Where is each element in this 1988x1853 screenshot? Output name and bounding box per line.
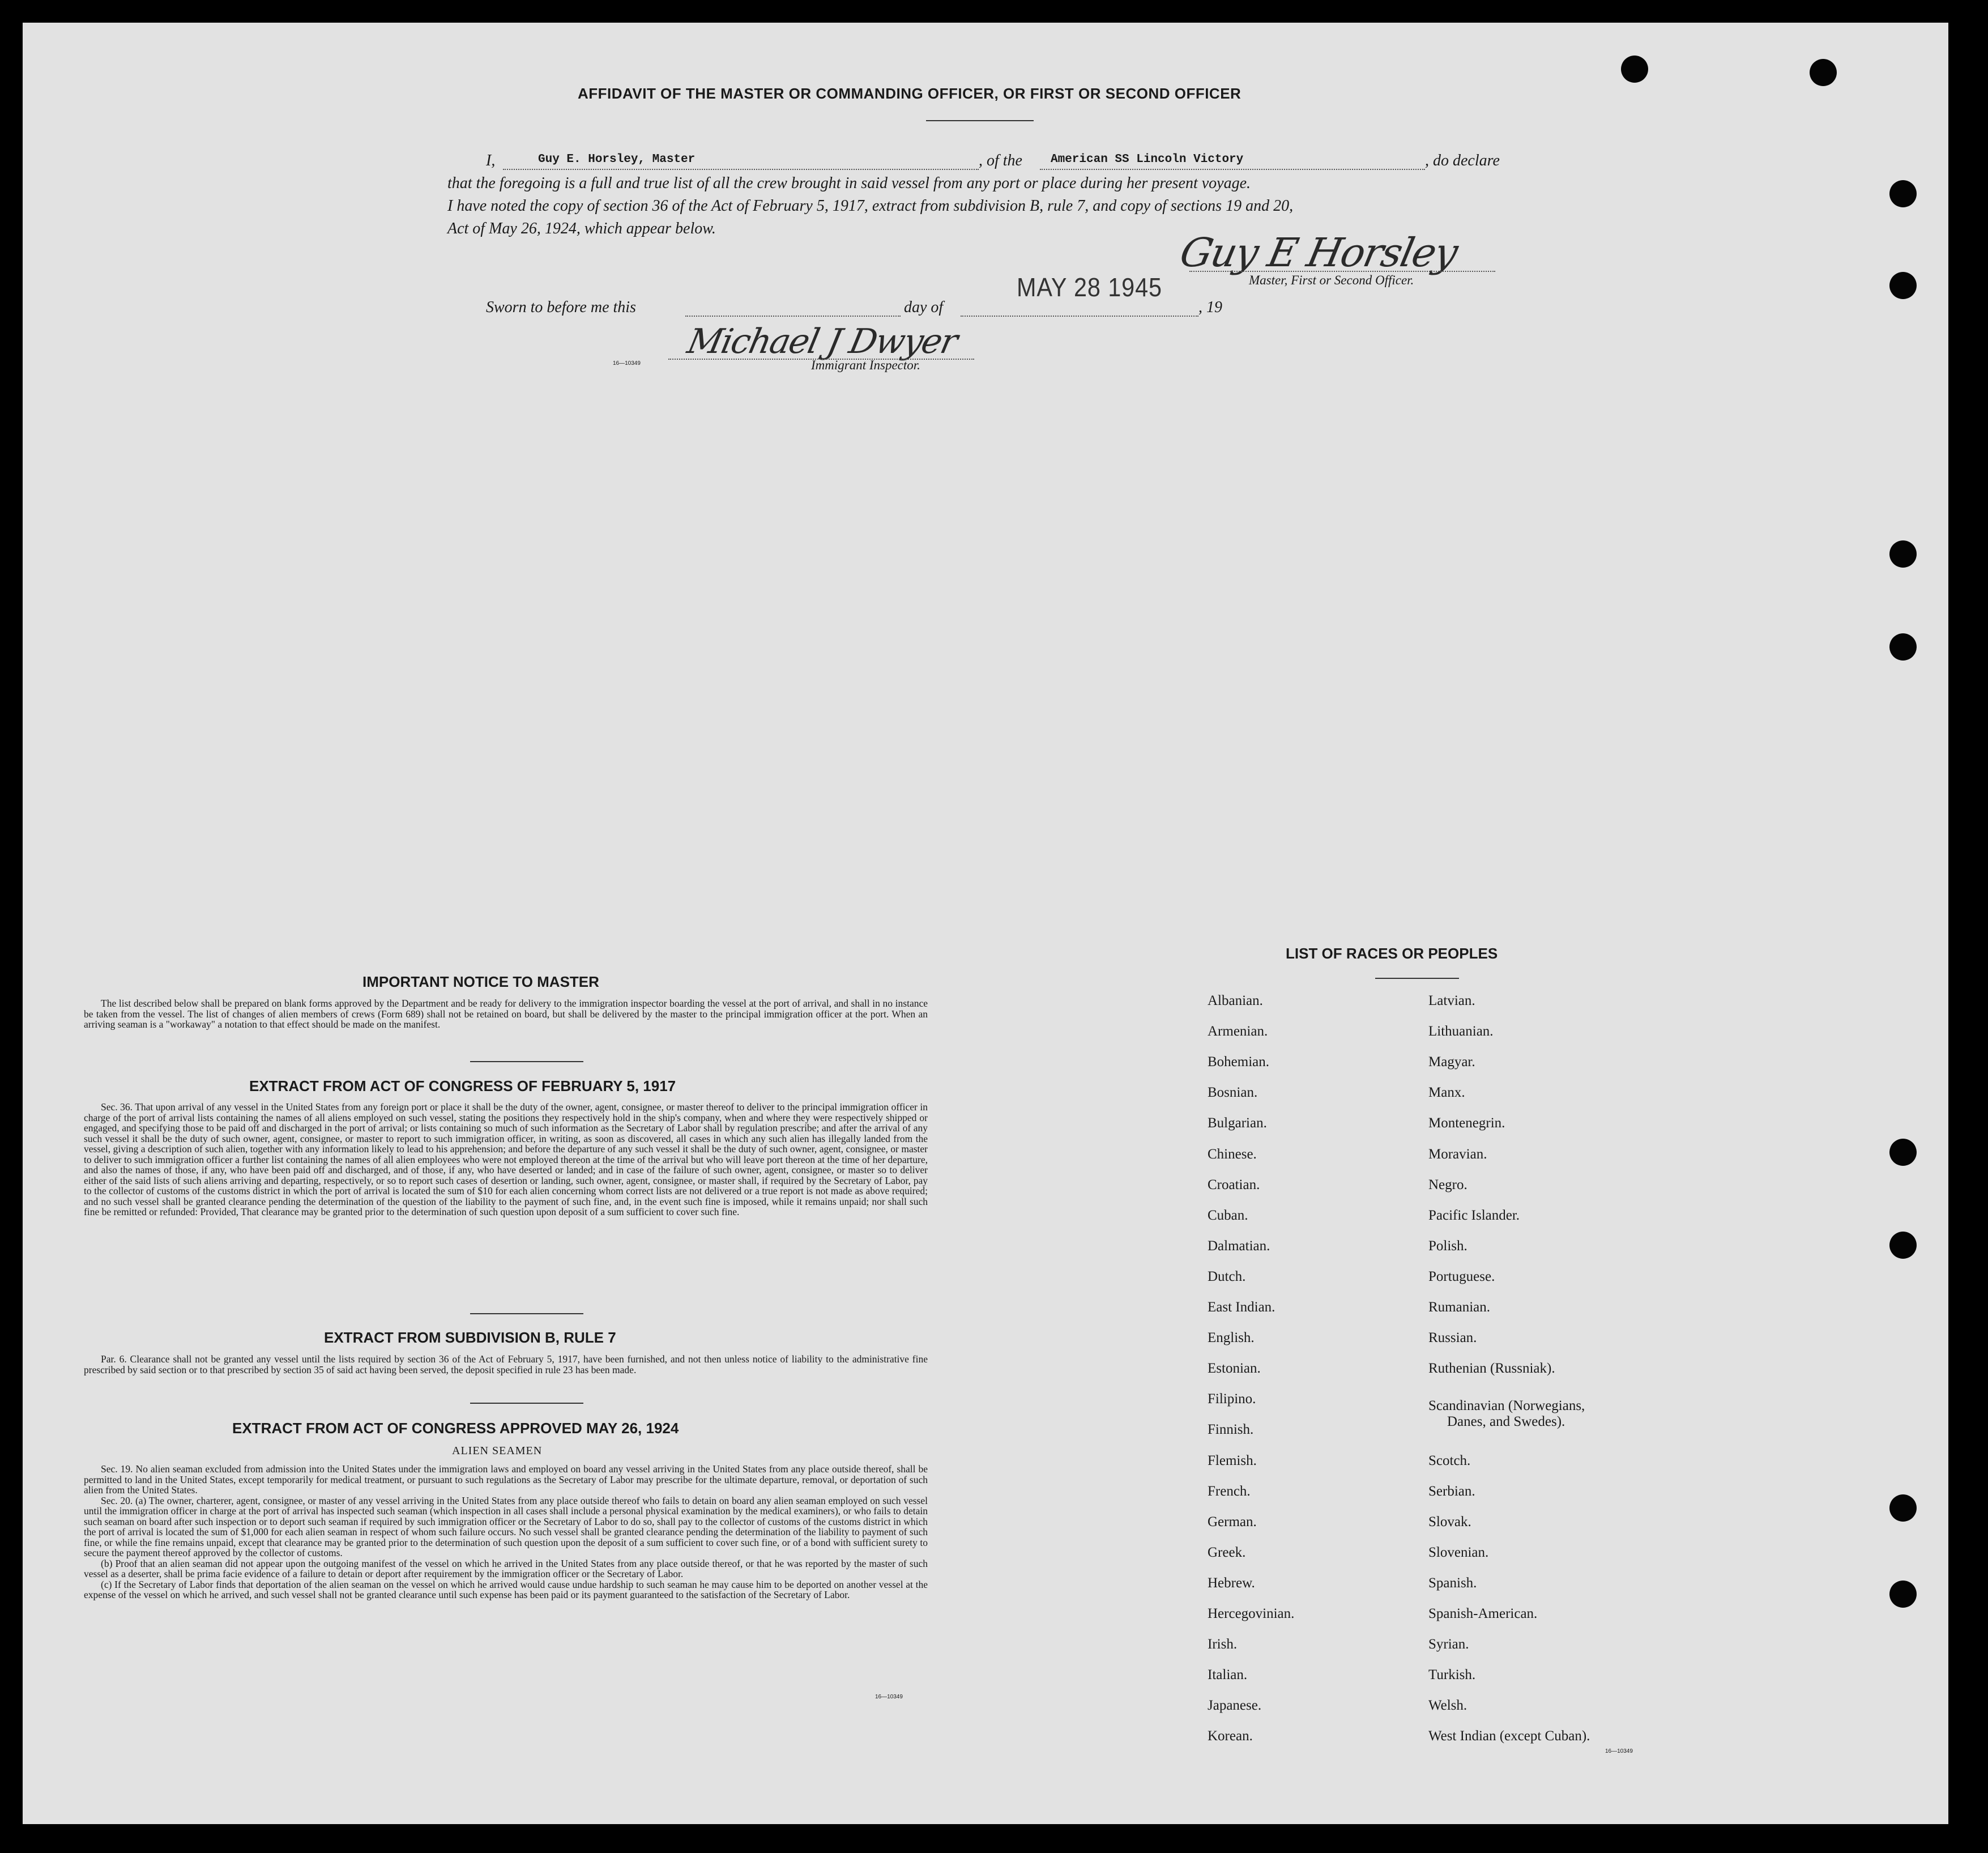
form-number: 16—10349 bbox=[875, 1694, 903, 1700]
race-item: Albanian. bbox=[1208, 993, 1263, 1008]
punch-hole bbox=[1810, 59, 1837, 86]
race-item: Turkish. bbox=[1428, 1667, 1476, 1683]
race-item: Flemish. bbox=[1208, 1452, 1257, 1468]
notice-title: IMPORTANT NOTICE TO MASTER bbox=[362, 973, 599, 990]
inspector-caption: Immigrant Inspector. bbox=[811, 358, 920, 372]
extract-1924-title: EXTRACT FROM ACT OF CONGRESS APPROVED MAY 26, 1924 bbox=[232, 1420, 679, 1437]
race-item: Hebrew. bbox=[1208, 1575, 1255, 1591]
race-item: Slovenian. bbox=[1428, 1544, 1489, 1560]
punch-hole bbox=[1889, 1581, 1917, 1608]
affidavit-title: AFFIDAVIT OF THE MASTER OR COMMANDING OFFICER, OR FIRST OR SECOND OFFICER bbox=[578, 85, 1242, 102]
race-item: Bulgarian. bbox=[1208, 1115, 1267, 1131]
race-item: Polish. bbox=[1428, 1238, 1467, 1254]
punch-hole bbox=[1889, 180, 1917, 207]
alien-seamen-subtitle: ALIEN SEAMEN bbox=[452, 1445, 543, 1457]
sec-20b-paragraph: (b) Proof that an alien seaman did not appear upon the outgoing manifest of the vessel on which he arrived in the United States from any place outside thereof, or that he was reported by the master of such vessel as a deserter, shall be prima facie evidence of a failure to detain or deport after requirement by the immigration officer or the Secretary of Labor. bbox=[84, 1557, 928, 1579]
race-item: Rumanian. bbox=[1428, 1300, 1491, 1315]
title-rule bbox=[926, 120, 1034, 121]
par-6-paragraph: Par. 6. Clearance shall not be granted any vessel until the lists required by section 36 of the Act of February 5, 1917, have been furnished, and not then unless notice of liability to the administrative fine prescribed by said section or to that prescribed by section 35 of said act having been served, the deposit specified in rule 23 has been made. bbox=[84, 1353, 928, 1375]
sworn-label: Sworn to before me this bbox=[486, 299, 636, 316]
master-caption: Master, First or Second Officer. bbox=[1249, 273, 1414, 287]
punch-hole bbox=[1889, 633, 1917, 661]
race-item: Manx. bbox=[1428, 1085, 1465, 1101]
extract-1917-text bbox=[84, 1102, 928, 1217]
race-item: Armenian. bbox=[1208, 1024, 1268, 1040]
master-signature: Guy E Horsley bbox=[1176, 229, 1461, 276]
race-item: Spanish. bbox=[1428, 1575, 1477, 1591]
race-item: Japanese. bbox=[1208, 1698, 1262, 1714]
race-item: Croatian. bbox=[1208, 1177, 1260, 1192]
section-rule bbox=[470, 1313, 583, 1314]
date-stamp: MAY 28 1945 bbox=[1017, 272, 1162, 302]
sec-20a-paragraph: Sec. 20. (a) The owner, charterer, agent, consignee, or master of any vessel arriving in the United States from any place outside thereof who fails to detain on board any alien seaman employed on such vessel until the immigration officer in charge at the port of arrival has inspected such seaman (which inspection in all cases shall include a personal physical examination by the medical examiners), or who fails to detain such seaman on board after such inspection or to deport such seaman if required by such immigration officer or the Secretary of Labor to do so, shall pay to the collector of customs of the customs district in which the port of arrival is located the sum of $1,000 for each alien seaman in respect of whom such failure occurs. No such vessel shall be granted clearance pending the determination of the liability to payment of such fine, or while the fine remains unpaid, except that clearance may be granted prior to the determination of such question upon the deposit of a sum sufficient to cover such fine, or of a bond with sufficient surety to secure the payment thereof approved by the collector of customs. bbox=[84, 1494, 928, 1558]
race-item: Syrian. bbox=[1428, 1637, 1469, 1652]
sec-36-paragraph: Sec. 36. That upon arrival of any vessel in the United States from any foreign port or place it shall be the duty of the owner, agent, consignee, or master thereof to deliver to the principal immigration officer in charge of the port of arrival lists containing the names of all aliens employed on such vessel, stating the positions they respectively hold in the ship's company, when and where they were respectively shipped or engaged, and specifying those to be paid off and discharged in the port of arrival; or lists containing so much of such information as the Secretary of Labor shall by regulation prescribe; and after the arrival of any such vessel it shall be the duty of such owner, agent, consignee, or master to report to such immigration officer, in writing, as soon as discovered, all cases in which any such alien has illegally landed from the vessel, giving a description of such alien, together with any information likely to lead to his apprehension; and before the departure of any such vessel it shall be the duty of such owner, agent, consignee, or master to deliver to such immigration officer a further list containing the names of all alien employees who were not employed thereon at the time of the arrival but who will leave port thereon at the time of her departure, and also the names of those, if any, who have been paid off and discharged, and of those, if any, who have deserted or landed; and in case of the failure of such owner, agent, consignee, or master so to deliver either of the said lists of such aliens arriving and departing, respectively, or so to report such cases of desertion or landing, such owner, agent, consignee, or master shall, if required by the Secretary of Labor, pay to the collector of customs of the customs district in which the port of arrival is located the sum of $10 for each alien concerning whom correct lists are not delivered or a true report is not made as above required; and no such vessel shall be granted clearance pending the determination of the question of the liability to the payment of such fine, and, in the event such fine is imposed, while it remains unpaid; nor shall such fine be remitted or refunded: Provided, That clearance may be granted prior to the determination of such question upon deposit of a sum sufficient to cover such fine. bbox=[84, 1101, 928, 1217]
punch-hole bbox=[1889, 540, 1917, 568]
race-item: Dalmatian. bbox=[1208, 1238, 1270, 1254]
punch-hole bbox=[1889, 1494, 1917, 1522]
affidavit-do-declare: , do declare bbox=[1425, 152, 1500, 169]
race-item: Korean. bbox=[1208, 1728, 1253, 1744]
races-title: LIST OF RACES OR PEOPLES bbox=[1286, 945, 1498, 962]
race-item: Dutch. bbox=[1208, 1268, 1246, 1284]
affidavit-line-3: I have noted the copy of section 36 of the Act of February 5, 1917, extract from subdivision B, rule 7, and copy of sections 19 and 20, bbox=[447, 197, 1294, 215]
punch-hole bbox=[1889, 1232, 1917, 1259]
race-item: Serbian. bbox=[1428, 1483, 1475, 1499]
notice-paragraph: The list described below shall be prepared on blank forms approved by the Department and be ready for delivery to the immigration inspector boarding the vessel at the port of arrival, and shall in no instance be taken from the vessel. The list of changes of alien members of crews (Form 689) shall not be retained on board, but shall be delivered by the master to the principal immigration officer at the port. When an arriving seaman is a "workaway" a notation to that effect should be made on the manifest. bbox=[84, 998, 928, 1030]
race-item: Finnish. bbox=[1208, 1422, 1254, 1438]
punch-hole bbox=[1889, 272, 1917, 299]
race-item: Lithuanian. bbox=[1428, 1024, 1494, 1040]
form-number: 16—10349 bbox=[1605, 1748, 1633, 1754]
races-title-rule bbox=[1375, 978, 1459, 979]
affidavit-of-the: , of the bbox=[979, 152, 1022, 169]
race-item: Montenegrin. bbox=[1428, 1115, 1505, 1131]
punch-hole bbox=[1889, 1139, 1917, 1166]
race-item: Chinese. bbox=[1208, 1146, 1257, 1162]
affidavit-line-2: that the foregoing is a full and true list of all the crew brought in said vessel from any port or place during her present voyage. bbox=[447, 174, 1251, 192]
race-item: Scotch. bbox=[1428, 1452, 1471, 1468]
sec-19-paragraph: Sec. 19. No alien seaman excluded from admission into the United States under the immigration laws and employed on board any vessel arriving in the United States from any place outside thereof, shall be permitted to land in the United States, except temporarily for medical treatment, or pursuant to such regulations as the Secretary of Labor may prescribe for the ultimate departure, removal, or deportation of such alien from the United States. bbox=[84, 1463, 928, 1496]
race-item: Russian. bbox=[1428, 1330, 1477, 1346]
race-item: Latvian. bbox=[1428, 993, 1475, 1008]
race-item: Filipino. bbox=[1208, 1391, 1256, 1407]
rule-7-text bbox=[84, 1354, 928, 1375]
master-name-typed: Guy E. Horsley, Master bbox=[538, 153, 696, 166]
inspector-signature: Michael J Dwyer bbox=[684, 322, 961, 361]
affidavit-i-label: I, bbox=[486, 152, 496, 169]
sworn-day-line bbox=[685, 299, 901, 317]
affidavit-line-4: Act of May 26, 1924, which appear below. bbox=[447, 220, 716, 237]
race-item: Negro. bbox=[1428, 1177, 1467, 1192]
race-item: West Indian (except Cuban). bbox=[1428, 1728, 1590, 1744]
race-item-continuation: Danes, and Swedes). bbox=[1447, 1414, 1565, 1429]
year-prefix: , 19 bbox=[1198, 299, 1222, 316]
race-item: Cuban. bbox=[1208, 1207, 1248, 1223]
race-item: Greek. bbox=[1208, 1544, 1246, 1560]
race-item: Scandinavian (Norwegians, bbox=[1428, 1398, 1585, 1413]
section-rule bbox=[470, 1403, 583, 1404]
extract-1917-title: EXTRACT FROM ACT OF CONGRESS OF FEBRUARY 5, 1917 bbox=[249, 1077, 676, 1094]
race-item: Magyar. bbox=[1428, 1054, 1475, 1070]
race-item: French. bbox=[1208, 1483, 1251, 1499]
race-item: Portuguese. bbox=[1428, 1268, 1495, 1284]
punch-hole bbox=[1621, 56, 1648, 83]
race-item: Ruthenian (Russniak). bbox=[1428, 1361, 1555, 1377]
day-of-label: day of bbox=[904, 299, 944, 316]
race-item: Moravian. bbox=[1428, 1146, 1487, 1162]
rule-7-title: EXTRACT FROM SUBDIVISION B, RULE 7 bbox=[324, 1329, 616, 1346]
notice-text bbox=[84, 998, 928, 1030]
race-item: Pacific Islander. bbox=[1428, 1207, 1520, 1223]
race-item: English. bbox=[1208, 1330, 1255, 1346]
race-item: Slovak. bbox=[1428, 1514, 1471, 1530]
race-item: Estonian. bbox=[1208, 1361, 1261, 1377]
race-item: Hercegovinian. bbox=[1208, 1606, 1295, 1621]
race-item: Bosnian. bbox=[1208, 1085, 1258, 1101]
race-item: East Indian. bbox=[1208, 1300, 1275, 1315]
vessel-name-typed: American SS Lincoln Victory bbox=[1051, 153, 1244, 166]
sec-20c-paragraph: (c) If the Secretary of Labor finds that deportation of the alien seaman on the vessel on which he arrived would cause undue hardship to such seaman he may cause him to be deported on another vessel at the expense of the vessel on which he arrived, and such vessel shall not be granted clearance until such expense has been paid or its payment guaranteed to the satisfaction of the Secretary of Labor. bbox=[84, 1578, 928, 1600]
race-item: Irish. bbox=[1208, 1637, 1238, 1652]
master-signature-line bbox=[1189, 254, 1495, 272]
race-item: Bohemian. bbox=[1208, 1054, 1270, 1070]
extract-1924-text bbox=[84, 1464, 928, 1600]
inspector-signature-line bbox=[668, 343, 974, 360]
race-item: Welsh. bbox=[1428, 1698, 1467, 1714]
section-rule bbox=[470, 1061, 583, 1062]
race-item: German. bbox=[1208, 1514, 1257, 1530]
race-item: Spanish-American. bbox=[1428, 1606, 1538, 1621]
race-item: Italian. bbox=[1208, 1667, 1248, 1683]
form-number: 16—10349 bbox=[613, 360, 641, 367]
